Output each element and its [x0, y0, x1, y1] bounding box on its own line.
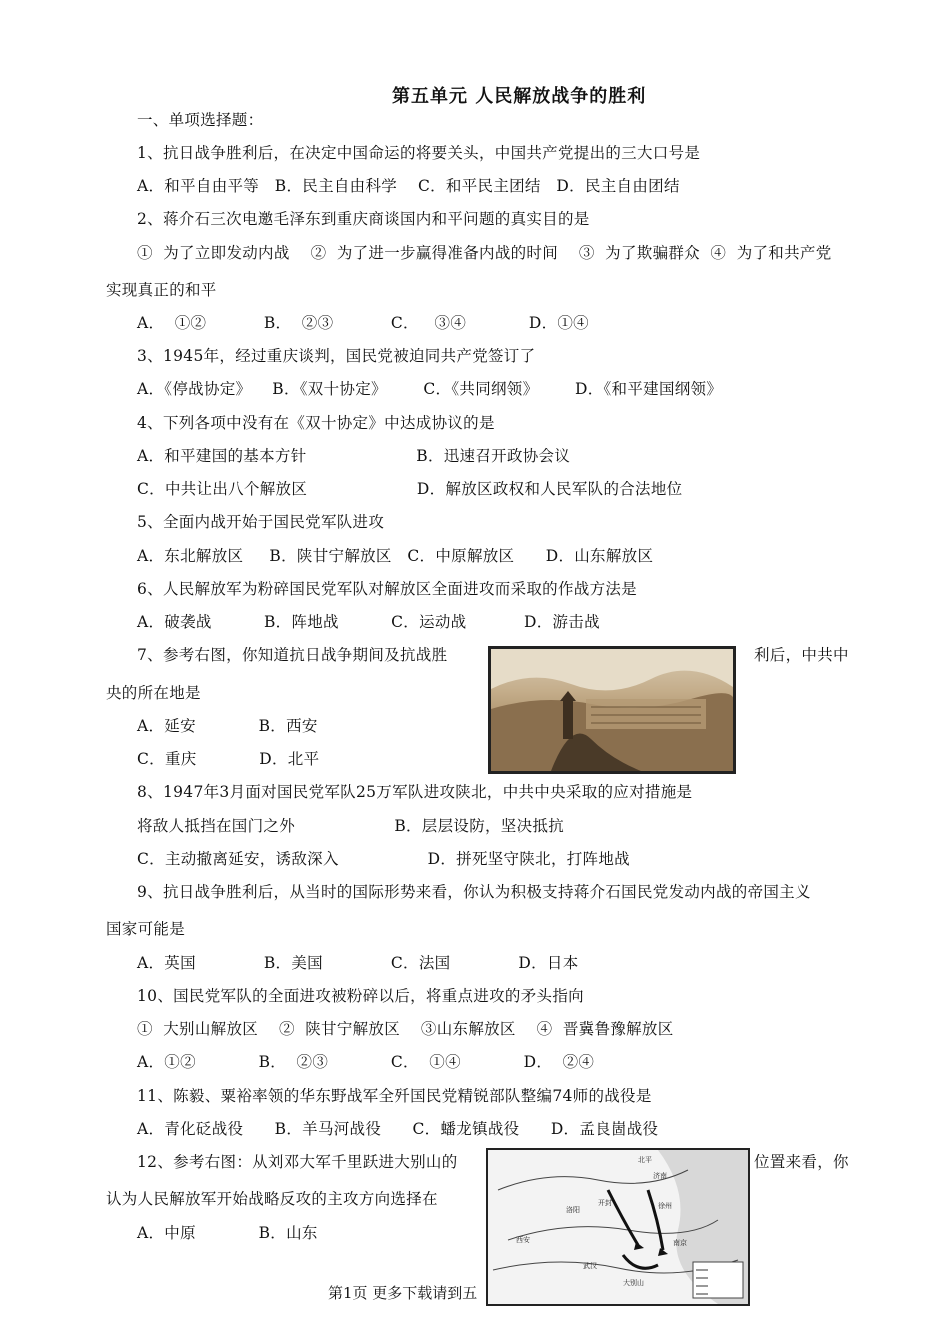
question-7-options-a: A．延安 B．西安: [137, 717, 318, 735]
question-10-options: A．①② B． ②③ C． ①④ D． ②④: [137, 1053, 595, 1071]
question-9: 9、抗日战争胜利后，从当时的国际形势来看，你认为积极支持蒋介石国民党发动内战的帝国主义: [137, 883, 811, 901]
map-label: 北平: [638, 1156, 652, 1164]
question-12-cont: 认为人民解放军开始战略反攻的主攻方向选择在: [106, 1190, 438, 1208]
question-3-options: A．《停战协定》 B．《双十协定》 C．《共同纲领》 D．《和平建国纲领》: [137, 380, 723, 398]
question-9-options: A．英国 B．美国 C．法国 D．日本: [137, 954, 579, 972]
question-11-options: A．青化砭战役 B．羊马河战役 C．蟠龙镇战役 D．孟良崮战役: [137, 1120, 659, 1138]
question-12-options: A．中原 B．山东: [137, 1224, 318, 1242]
question-12-cont-right: 位置来看，你: [754, 1153, 849, 1171]
map-label: 南京: [673, 1239, 687, 1247]
question-4: 4、下列各项中没有在《双十协定》中达成协议的是: [137, 414, 495, 432]
question-1: 1、抗日战争胜利后，在决定中国命运的将要关头，中国共产党提出的三大口号是: [137, 144, 701, 162]
question-7-options-b: C．重庆 D．北平: [137, 750, 320, 768]
strategic-offensive-map: [486, 1148, 750, 1306]
question-3: 3、1945年，经过重庆谈判，国民党被迫同共产党签订了: [137, 347, 536, 365]
question-2-items: ① 为了立即发动内战 ② 为了进一步赢得准备内战的时间 ③ 为了欺骗群众 ④ 为了和共产党: [137, 244, 832, 262]
question-8-options-a: 将敌人抵挡在国门之外 B．层层设防，坚决抵抗: [137, 817, 565, 835]
map-label: 武汉: [583, 1262, 597, 1270]
yanan-photo-illustration: [491, 649, 733, 771]
question-8-options-b: C．主动撤离延安，诱敌深入 D．拼死坚守陕北，打阵地战: [137, 850, 630, 868]
question-10: 10、国民党军队的全面进攻被粉碎以后，将重点进攻的矛头指向: [137, 987, 584, 1005]
yanan-pagoda-photo: [488, 646, 736, 774]
map-label: 洛阳: [566, 1206, 580, 1214]
question-6-options: A．破袭战 B．阵地战 C．运动战 D．游击战: [137, 613, 600, 631]
map-label: 徐州: [658, 1202, 672, 1210]
question-11: 11、陈毅、粟裕率领的华东野战军全歼国民党精锐部队整编74师的战役是: [137, 1087, 652, 1105]
page-footer: 第1页 更多下载请到五: [328, 1284, 478, 1302]
question-4-options-b: C．中共让出八个解放区 D．解放区政权和人民军队的合法地位: [137, 480, 683, 498]
map-label: 济南: [653, 1172, 667, 1180]
question-6: 6、人民解放军为粉碎国民党军队对解放区全面进攻而采取的作战方法是: [137, 580, 637, 598]
question-9-cont: 国家可能是: [106, 920, 186, 938]
question-5-options: A．东北解放区 B．陕甘宁解放区 C．中原解放区 D．山东解放区: [137, 547, 654, 565]
question-12: 12、参考右图：从刘邓大军千里跃进大别山的: [137, 1153, 458, 1171]
question-4-options-a: A．和平建国的基本方针 B．迅速召开政协会议: [137, 447, 571, 465]
page-title: 第五单元 人民解放战争的胜利: [392, 86, 647, 107]
map-label: 大别山: [623, 1279, 644, 1287]
question-2-items-cont: 实现真正的和平: [106, 281, 217, 299]
question-2: 2、蒋介石三次电邀毛泽东到重庆商谈国内和平问题的真实目的是: [137, 210, 590, 228]
section-heading: 一、单项选择题：: [137, 111, 264, 129]
question-7-cont-right: 利后，中共中: [754, 646, 849, 664]
question-1-options: A．和平自由平等 B．民主自由科学 C．和平民主团结 D．民主自由团结: [137, 177, 680, 195]
question-7: 7、参考右图，你知道抗日战争期间及抗战胜: [137, 646, 448, 664]
map-label: 西安: [516, 1236, 530, 1244]
question-8: 8、1947年3月面对国民党军队25万军队进攻陕北，中共中央采取的应对措施是: [137, 783, 693, 801]
question-7-cont: 央的所在地是: [106, 684, 201, 702]
question-2-options: A． ①② B． ②③ C． ③④ D．①④: [137, 314, 589, 332]
map-illustration: [488, 1150, 748, 1304]
question-10-items: ① 大别山解放区 ② 陕甘宁解放区 ③山东解放区 ④ 晋冀鲁豫解放区: [137, 1020, 674, 1038]
question-5: 5、全面内战开始于国民党军队进攻: [137, 513, 385, 531]
map-label: 开封: [598, 1199, 612, 1207]
